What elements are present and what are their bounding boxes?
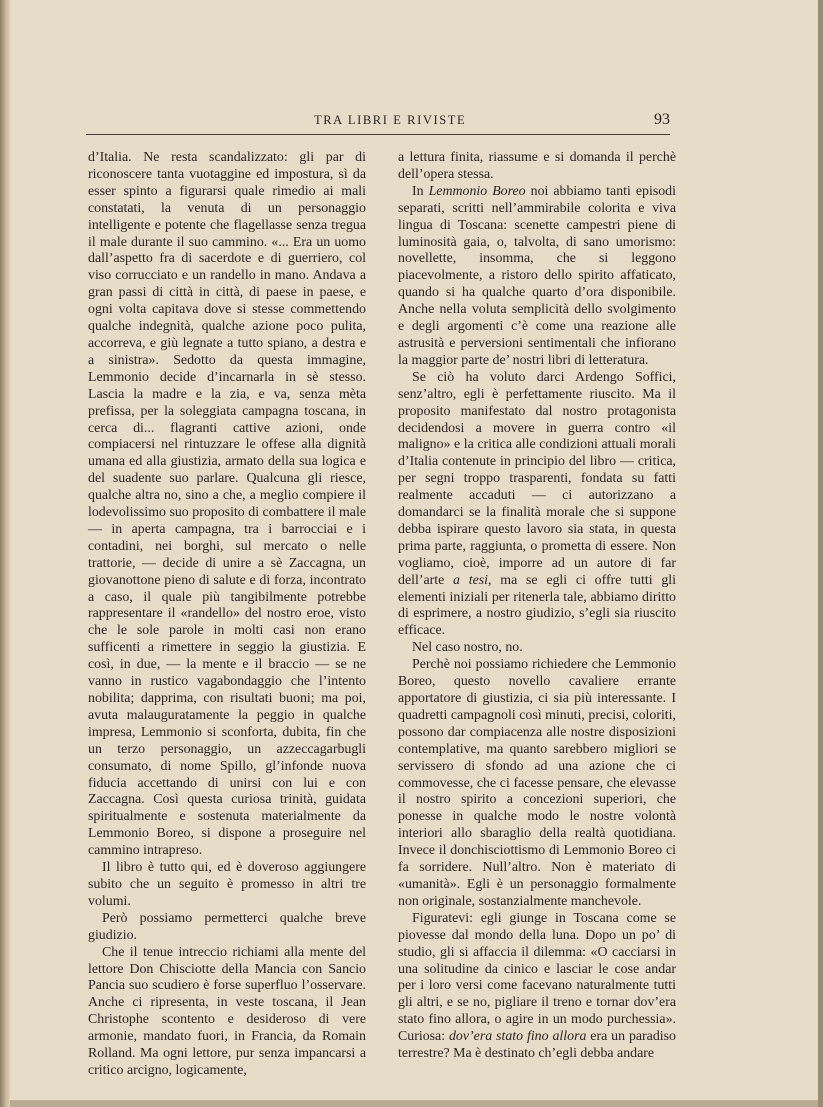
text-run: noi abbiamo tanti episodi separati, scritti nell’ammirabile colorita e viva lingua di Toscana: scenette campestri piene di luminosità gaia, o, talvolta, di sano umorismo: novellette, insomma, che si leggono piacevolmente, a ristoro dello spirito affaticato, quando si ha qualche quarto d’ora disponibile. Anche nella voluta semplicità dello svolgimento e degli argomenti c’è come una reazione alle astrusità e perversioni sentimentali che infiorano la maggior parte de’ nostri libri di letteratura.	[398, 183, 676, 368]
book-title: Lemmonio Boreo	[428, 183, 526, 199]
paragraph: d’Italia. Ne resta scandalizzato: gli par di riconoscere tanta vuotaggine ed impostura, sì da esser spinto a figurarsi quale rimedio ai mali constatati, la venuta di un personaggio intelligente e potente che flagellasse senza tregua il male durante il suo cammino. «... Era un uomo dall’aspetto fra di sacerdote e di guerriero, col viso corrucciato e un randello in mano. Andava a gran passi di città in città, di paese in paese, e ogni volta capitava dove si stesse commettendo qualche indegnità, qualche azione poco pulita, accorreva, e giù legnate a tutto spiano, a destra e a sinistra». Sedotto da questa immagine, Lemmonio decide d’incarnarla in sè stesso. Lascia la madre e la zia, e va, senza mèta prefissa, per la soleggiata campagna toscana, in cerca di... flagranti cattive azioni, onde compiacersi nel rintuzzare le offese alla dignità umana ed alla giustizia, armato della sua logica e del suadente suo parlare. Qualcuna gli riesce, qualche altra no, sino a che, a meglio compiere il lodevolissimo suo proposito di combattere il male — in aperta campagna, tra i barrocciai e i contadini, nei borghi, sul mercato o nelle trattorie, — decide di unire a sè Zaccagna, un giovanottone pieno di salute e di forza, incontrato a caso, il quale più tangibilmente potrebbe rappresentare il «randello» del nostro eroe, visto che le sole parole in molti casi non erano sufficenti a rimettere in seggio la giustizia. E così, in due, — la mente e il braccio — se ne vanno in rustico vagabondaggio che l’intento nobilita; dapprima, con risultati buoni; ma poi, avuta malauguratamente la peggio in qualche impresa, Lemmonio si sconforta, dubita, fin che un terzo personaggio, un azzeccagarbugli consumato, di nome Spillo, gl’infonde nuova fiducia accettando di unirsi con lui e con Zaccagna. Così questa curiosa trinità, guidata spiritualmente e sostenuta materialmente da Lemmonio Boreo, si dispone a proseguire nel cammino intrapreso.	[88, 150, 366, 859]
paragraph	[398, 184, 676, 370]
text-run: , ma se egli ci offre tutti gli elementi iniziali per ritenerla tale, abbiamo diritto di esprimere, a nostro giudizio, s’egli sia riuscito efficace.	[398, 572, 676, 639]
emphasis: a tesi	[453, 572, 489, 588]
paragraph	[398, 911, 676, 1063]
paragraph: Che il tenue intreccio richiami alla mente del lettore Don Chisciotte della Mancia con Sancio Pancia suo scudiero è forse superfluo l’osservare. Anche ci ripresenta, in veste toscana, il Jean Christophe scontento e desideroso di vere armonie, mandato fuori, in Francia, da Romain Rolland. Ma ogni lettore, pur senza impancarsi a critico arcigno, logicamente,	[88, 944, 366, 1078]
emphasis: dov’era stato fino allora	[448, 1029, 587, 1045]
paragraph: Nel caso nostro, no.	[412, 640, 523, 656]
paragraph: Perchè noi possiamo richiedere che Lemmonio Boreo, questo novello cavaliere errante apportatore di giustizia, ci sia più interessante. I quadretti campagnoli così minuti, precisi, coloriti, possono dar compiacenza alle nostre disposizioni contemplative, ma quanto sarebbero migliori se servissero di sfondo ad una azione che ci commovesse, che ci facesse pensare, che elevasse il nostro spirito a concezioni superiori, che ponesse in qualche modo le nostre volontà interiori allo sbaraglio della realtà quotidiana. Invece il donchisciottismo di Lemmonio Boreo ci fa sorridere. Null’altro. Non è materiato di «umanità». Egli è un personaggio formalmente non originale, sostanzialmente manchevole.	[398, 657, 676, 909]
scan-edge-right	[818, 0, 823, 1107]
page-header	[86, 111, 670, 133]
left-column	[88, 150, 366, 1080]
text-run: era un paradiso terrestre? Ma è destinato ch’egli debba andare	[398, 1029, 676, 1062]
scan-edge-left	[0, 0, 10, 1107]
running-title: TRA LIBRI E RIVISTE	[314, 113, 467, 127]
text-run: Se ciò ha voluto darci Ardengo Soffici, senz’altro, egli è perfettamente riuscito. Ma il proposito manifestato dal nostro protagonista decidendosi a movere in guerra contro «il maligno» e la critica alle condizioni attuali morali d’Italia contenute in principio del libro — critica, per segni troppo trasparenti, fondata su fatti realmente accaduti — ci autorizzano a domandarci se la finalità morale che si suppone debba ispirare questo lavoro sia stata, in questa prima parte, raggiunta, o prometta di essere. Non vogliamo, cioè, imporre ad un autore di far dell’arte	[398, 369, 676, 588]
paragraph: a lettura finita, riassume e si domanda il perchè dell’opera stessa.	[398, 150, 676, 182]
paragraph: Però possiamo permetterci qualche breve giudizio.	[88, 910, 366, 943]
paragraph	[398, 370, 676, 641]
header-rule	[86, 134, 670, 135]
text-run: Figuratevi: egli giunge in Toscana come se piovesse dal mondo della luna. Dopo un po’ di studio, gli si affaccia il dilemma: «O cacciarsi in una solitudine da cinico e lasciar le cose andar per i loro versi come facevano naturalmente tutti gli altri, e se no, pigliare il treno e tornar dov’era stato fino allora, o agire in un modo purchessia». Curiosa:	[398, 910, 676, 1045]
text-run: In	[412, 183, 429, 199]
paragraph: Il libro è tutto qui, ed è doveroso aggiungere subito che un seguito è promesso in altri tre volumi.	[88, 860, 366, 909]
right-column	[398, 150, 676, 1063]
page-number: 93	[654, 111, 670, 128]
